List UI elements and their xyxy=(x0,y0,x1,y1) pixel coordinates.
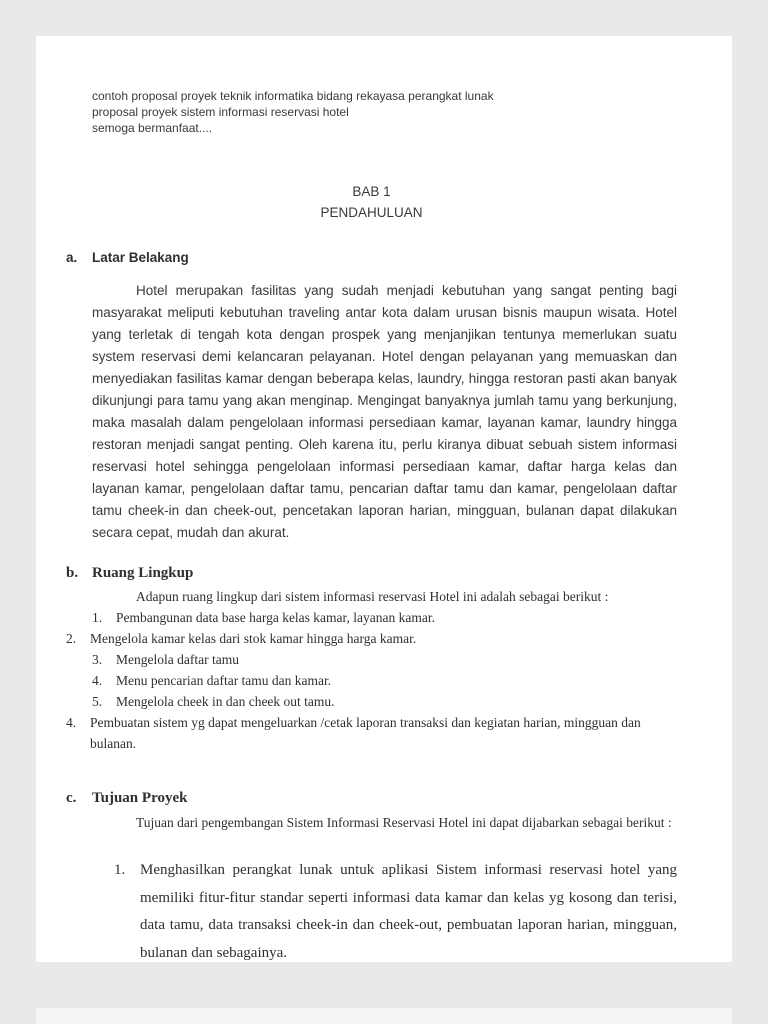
section-b-list xyxy=(66,607,677,754)
next-page-edge xyxy=(36,1008,732,1024)
section-c-label: c. xyxy=(66,790,77,806)
document-page xyxy=(36,36,732,962)
chapter-number: BAB 1 xyxy=(352,184,391,199)
list-item-text: Pembangunan data base harga kelas kamar, layanan kamar. xyxy=(116,610,435,625)
section-b-title: Ruang Lingkup xyxy=(92,565,194,581)
section-a-paragraph: Hotel merupakan fasilitas yang sudah menjadi kebutuhan yang sangat penting bagi masyarakat meliputi kebutuhan traveling antar kota dalam urusan bisnis maupun wisata. Hotel yang terletak di tengah kota dengan prospek yang menjanjikan tentunya memerlukan suatu system reservasi demi kelancaran pelayanan. Hotel dengan pelayanan yang memuaskan dan menyediakan fasilitas kamar dengan beberapa kelas, laundry, hingga restoran pasti akan banyak dikunjungi para tamu yang akan menginap. Mengingat banyaknya jumlah tamu yang berkunjung, maka masalah dalam pengelolaan informasi persediaan kamar, layanan kamar, laundry hingga restoran menjadi sangat penting. Oleh karena itu, perlu kiranya dibuat sebuah sistem informasi reservasi hotel sehingga pengelolaan informasi persediaan kamar, daftar harga kelas dan layanan kamar, pengelolaan daftar tamu, pencarian daftar tamu dan kamar, pengelolaan daftar tamu cheek-in dan cheek-out, pencetakan laporan harian, mingguan, bulanan dapat dilakukan secara cepat, mudah dan akurat. xyxy=(92,283,677,540)
intro-note xyxy=(92,88,677,136)
section-a-heading xyxy=(66,250,677,265)
chapter-title-block xyxy=(66,181,677,223)
list-item-text: Menu pencarian daftar tamu dan kamar. xyxy=(116,673,332,688)
list-item-number: 4. xyxy=(66,715,77,730)
section-b-heading xyxy=(66,565,677,582)
section-a-label: a. xyxy=(66,250,78,265)
section-c-title: Tujuan Proyek xyxy=(92,790,188,806)
list-item xyxy=(92,649,677,670)
section-b-label: b. xyxy=(66,565,79,581)
list-item-number: 1. xyxy=(92,610,103,625)
intro-line-3: semoga bermanfaat.... xyxy=(92,121,213,135)
section-a-title: Latar Belakang xyxy=(92,250,189,265)
section-c-intro: Tujuan dari pengembangan Sistem Informasi Reservasi Hotel ini dapat dijabarkan sebagai berikut : xyxy=(136,815,672,830)
section-c-list xyxy=(114,857,677,967)
chapter-name: PENDAHULUAN xyxy=(320,205,423,220)
list-item-text: Mengelola kamar kelas dari stok kamar hingga harga kamar. xyxy=(90,631,417,646)
intro-line-1: contoh proposal proyek teknik informatika bidang rekayasa perangkat lunak xyxy=(92,89,494,103)
list-item-number: 3. xyxy=(92,652,103,667)
list-item-number: 4. xyxy=(92,673,103,688)
section-b-intro: Adapun ruang lingkup dari sistem informasi reservasi Hotel ini adalah sebagai berikut : xyxy=(136,589,609,604)
section-c-heading xyxy=(66,790,677,807)
intro-line-2: proposal proyek sistem informasi reservasi hotel xyxy=(92,105,349,119)
list-item xyxy=(92,691,677,712)
list-item-text: Mengelola cheek in dan cheek out tamu. xyxy=(116,694,335,709)
list-item xyxy=(92,670,677,691)
list-item-text: Menghasilkan perangkat lunak untuk aplikasi Sistem informasi reservasi hotel yang memiliki fitur-fitur standar seperti informasi data kamar dan kelas yg kosong dan terisi, data tamu, data transaksi cheek-in dan cheek-out, pembuatan laporan harian, mingguan, bulanan dan sebagainya. xyxy=(140,862,677,961)
list-item xyxy=(92,607,677,628)
list-item xyxy=(66,628,677,649)
list-item xyxy=(66,712,677,754)
list-item-text: Pembuatan sistem yg dapat mengeluarkan /cetak laporan transaksi dan kegiatan harian, mingguan dan bulanan. xyxy=(90,715,641,751)
list-item-number: 1. xyxy=(114,862,126,878)
list-item-number: 2. xyxy=(66,631,77,646)
list-item-text: Mengelola daftar tamu xyxy=(116,652,239,667)
list-item xyxy=(114,857,677,967)
list-item-number: 5. xyxy=(92,694,103,709)
